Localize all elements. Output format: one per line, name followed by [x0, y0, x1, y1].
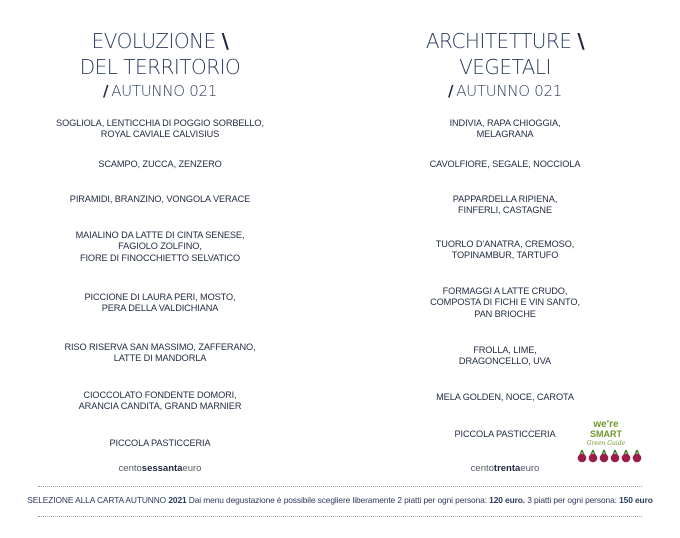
footer-price2: 120 euro. [489, 495, 526, 505]
course-item: PICCOLA PASTICCERIA [454, 429, 556, 440]
menu-right-title-line1: ARCHITETTURE [425, 29, 572, 53]
course-item: CAVOLFIORE, SEGALE, NOCCIOLA [429, 159, 581, 170]
menu-right-title [370, 28, 640, 80]
season-slash: / [103, 82, 109, 100]
footer-note [0, 495, 680, 505]
badge-line2: SMART [590, 429, 622, 439]
menu-left-title-line1: EVOLUZIONE [91, 29, 216, 53]
price-suffix: euro [520, 463, 540, 474]
price-bold: trenta [493, 463, 521, 474]
beet-icon [578, 450, 587, 462]
footer-part3: 3 piatti per ogni persona: [525, 495, 620, 505]
price-suffix: euro [182, 463, 202, 474]
menu-right-season [370, 80, 640, 102]
course-item: SOGLIOLA, LENTICCHIA DI POGGIO SORBELLO, ROYAL CAVIALE CALVISIUS [56, 117, 264, 139]
course-item: RISO RISERVA SAN MASSIMO, ZAFFERANO, LATTE DI MANDORLA [64, 341, 256, 363]
course-item: INDIVIA, RAPA CHIOGGIA, MELAGRANA [449, 117, 561, 139]
course-item: PICCOLA PASTICCERIA [109, 438, 211, 449]
footer-rule-bottom [38, 516, 642, 517]
badge-line3: Green Guide [586, 440, 626, 447]
menu-left-courses [25, 110, 295, 462]
beet-icon [611, 450, 620, 462]
menu-left-price [25, 463, 295, 474]
course-item: CIOCCOLATO FONDENTE DOMORI, ARANCIA CANDITA, GRAND MARNIER [78, 389, 242, 411]
menu-left-title [25, 28, 295, 80]
course-item: PIRAMIDI, BRANZINO, VONGOLA VERACE [69, 194, 251, 205]
footer-part1: SELEZIONE ALLA CARTA AUTUNNO [27, 495, 169, 505]
menu-right-courses [370, 110, 640, 452]
menu-left [25, 28, 295, 462]
title-slash: \ [221, 29, 229, 53]
course-item: MAIALINO DA LATTE DI CINTA SENESE, FAGIOLO ZOLFINO, FIORE DI FINOCCHIETTO SELVATICO [75, 229, 245, 263]
menu-left-season-text: AUTUNNO 021 [111, 82, 217, 100]
menu-left-title-line2: DEL TERRITORIO [79, 55, 241, 79]
course-item: TUORLO D'ANATRA, CREMOSO, TOPINAMBUR, TARTUFO [435, 238, 575, 260]
menu-right [370, 28, 640, 452]
green-guide-badge [576, 414, 644, 472]
beet-icons [578, 450, 642, 462]
course-item: PICCIONE DI LAURA PERI, MOSTO, PERA DELLA VALDICHIANA [84, 291, 236, 313]
price-prefix: cento [470, 463, 494, 474]
title-slash: \ [577, 29, 585, 53]
price-bold: sessanta [141, 463, 183, 474]
course-item: FROLLA, LIME, DRAGONCELLO, UVA [458, 344, 552, 366]
beet-icon [589, 450, 598, 462]
footer-rule-top [38, 486, 642, 487]
menu-left-season [25, 80, 295, 102]
season-slash: / [448, 82, 454, 100]
course-item: PAPPARDELLA RIPIENA, FINFERLI, CASTAGNE [452, 193, 558, 215]
beet-icon [622, 450, 631, 462]
menu-right-title-line2: VEGETALI [459, 55, 551, 79]
course-item: MELA GOLDEN, NOCE, CAROTA [436, 392, 574, 403]
badge-line1: we're [593, 419, 619, 430]
footer-year: 2021 [168, 495, 187, 505]
course-item: SCAMPO, ZUCCA, ZENZERO [98, 159, 222, 170]
price-prefix: cento [118, 463, 142, 474]
footer-part2: Dai menu degustazione è possibile scegliere liberamente 2 piatti per ogni persona: [186, 495, 490, 505]
course-item: FORMAGGI A LATTE CRUDO, COMPOSTA DI FICHI E VIN SANTO, PAN BRIOCHE [430, 285, 580, 319]
beet-icon [600, 450, 609, 462]
footer-price3: 150 euro [619, 495, 653, 505]
beet-icon [633, 450, 642, 462]
menu-right-season-text: AUTUNNO 021 [456, 82, 562, 100]
